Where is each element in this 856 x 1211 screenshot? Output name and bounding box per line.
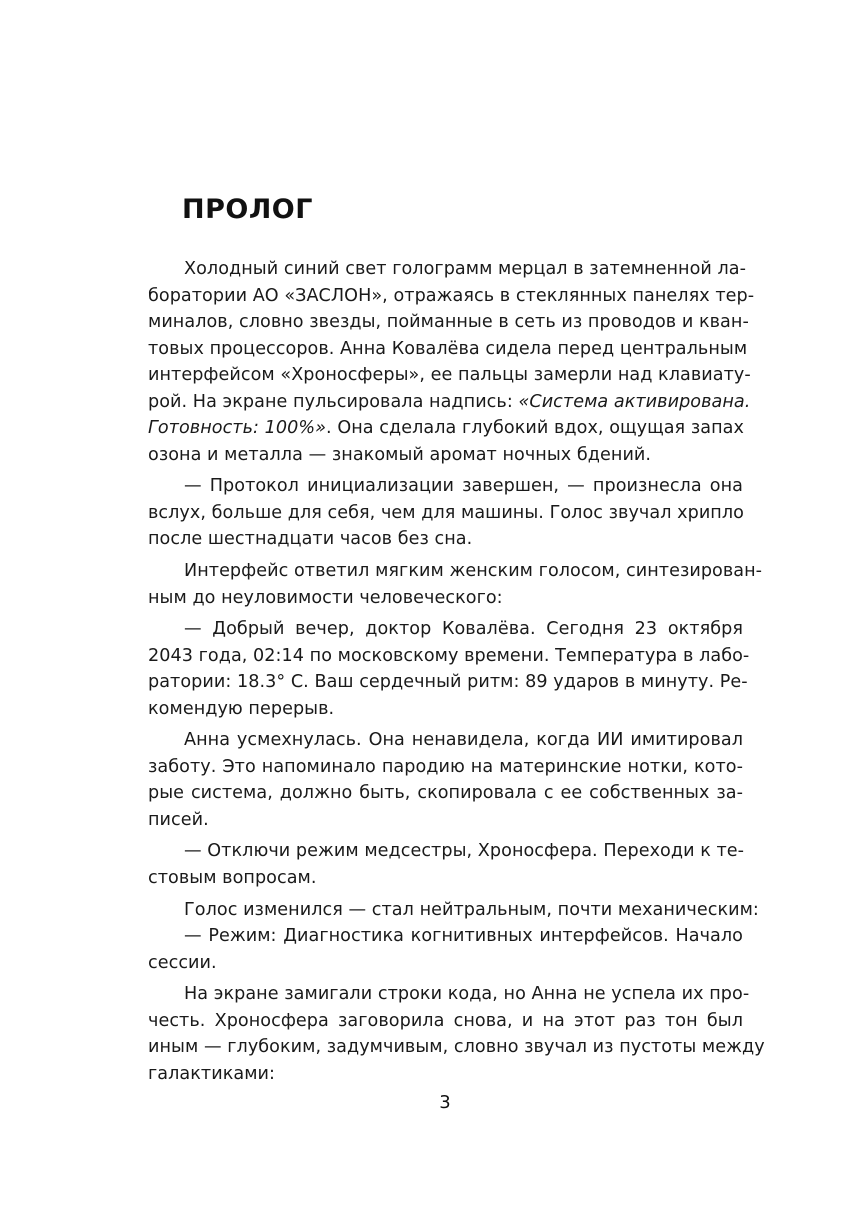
text-line: [148, 838, 743, 865]
chapter-title: ПРОЛОГ: [182, 194, 313, 225]
line-text: — Добрый вечер, доктор Ковалёва. Сегодня 23 октября: [184, 619, 743, 640]
line-text: рой. На экране пульсировала надпись:: [148, 391, 519, 412]
italic-quote: «Система активирована.: [518, 391, 751, 412]
line-text: ратории: 18.3° С. Ваш сердечный ритм: 89 ударов в минуту. Ре-: [148, 672, 748, 693]
line-text: — Режим: Диагностика когнитивных интерфейсов. Начало: [184, 926, 743, 947]
text-line: [148, 754, 743, 781]
text-line: [148, 950, 743, 977]
text-line: [148, 283, 755, 310]
line-text: галактиками:: [148, 1063, 276, 1084]
text-line: [148, 1008, 743, 1035]
text-line: [148, 727, 743, 754]
page-number: 3: [439, 1092, 451, 1113]
text-line: [148, 309, 749, 336]
line-text: Холодный синий свет голограмм мерцал в затемненной ла-: [184, 259, 747, 279]
text-line: [148, 669, 748, 696]
italic-quote: Готовность: 100%»: [148, 418, 327, 439]
line-text: сессии.: [148, 952, 217, 973]
text-line: [148, 415, 743, 442]
line-text: боратории АО «ЗАСЛОН», отражаясь в стеклянных панелях тер-: [148, 285, 755, 306]
line-text: — Протокол инициализации завершен, — произнесла она: [184, 476, 743, 497]
text-line: [148, 585, 743, 612]
line-text: после шестнадцати часов без сна.: [148, 529, 473, 550]
line-text: 2043 года, 02:14 по московскому времени. Температура в лабо-: [148, 645, 750, 666]
text-line: [148, 643, 750, 670]
line-text: товых процессоров. Анна Ковалёва сидела перед центральным: [148, 338, 748, 359]
text-line: [148, 256, 747, 283]
text-line: [148, 558, 763, 585]
line-text: Интерфейс ответил мягким женским голосом, синтезирован-: [184, 561, 763, 582]
text-line: [148, 1034, 765, 1061]
line-text: миналов, словно звезды, пойманные в сеть из проводов и кван-: [148, 312, 749, 333]
text-line: [148, 897, 759, 924]
line-text: стовым вопросам.: [148, 868, 317, 889]
text-line: [148, 1061, 743, 1088]
text-line: [148, 442, 743, 469]
text-line: [148, 500, 743, 527]
line-text: вслух, больше для себя, чем для машины. Голос звучал хрипло: [148, 502, 744, 523]
line-text: На экране замигали строки кода, но Анна не успела их про-: [184, 984, 750, 1005]
text-line: [148, 616, 743, 643]
line-text: . Она сделала глубокий вдох, ощущая запах: [326, 418, 744, 439]
text-line: [148, 780, 743, 807]
body-text: [148, 256, 765, 1087]
line-text: рые система, должно быть, скопировала с ее собственных за-: [148, 783, 743, 804]
line-text: озона и металла — знакомый аромат ночных бдений.: [148, 444, 652, 465]
line-text: ным до неуловимости человеческого:: [148, 587, 503, 608]
text-line: [148, 362, 751, 389]
line-text: Голос изменился — стал нейтральным, почти механическим:: [184, 899, 759, 920]
line-text: Анна усмехнулась. Она ненавидела, когда ИИ имитировал: [184, 730, 743, 751]
line-text: иным — глубоким, задумчивым, словно звучал из пустоты между: [148, 1037, 765, 1058]
text-line: [148, 696, 743, 723]
text-line: [148, 389, 751, 416]
text-line: [148, 923, 743, 950]
line-text: — Отключи режим медсестры, Хроносфера. Переходи к те-: [184, 841, 745, 862]
line-text: писей.: [148, 809, 209, 830]
text-line: [148, 473, 743, 500]
line-text: честь. Хроносфера заговорила снова, и на этот раз тон был: [148, 1010, 743, 1031]
line-text: интерфейсом «Хроносферы», ее пальцы замерли над клавиату-: [148, 365, 751, 386]
text-line: [148, 981, 750, 1008]
text-line: [148, 526, 743, 553]
text-line: [148, 865, 743, 892]
text-line: [148, 336, 748, 363]
line-text: комендую перерыв.: [148, 698, 335, 719]
line-text: заботу. Это напоминало пародию на материнские нотки, кото-: [148, 756, 743, 777]
text-line: [148, 807, 743, 834]
